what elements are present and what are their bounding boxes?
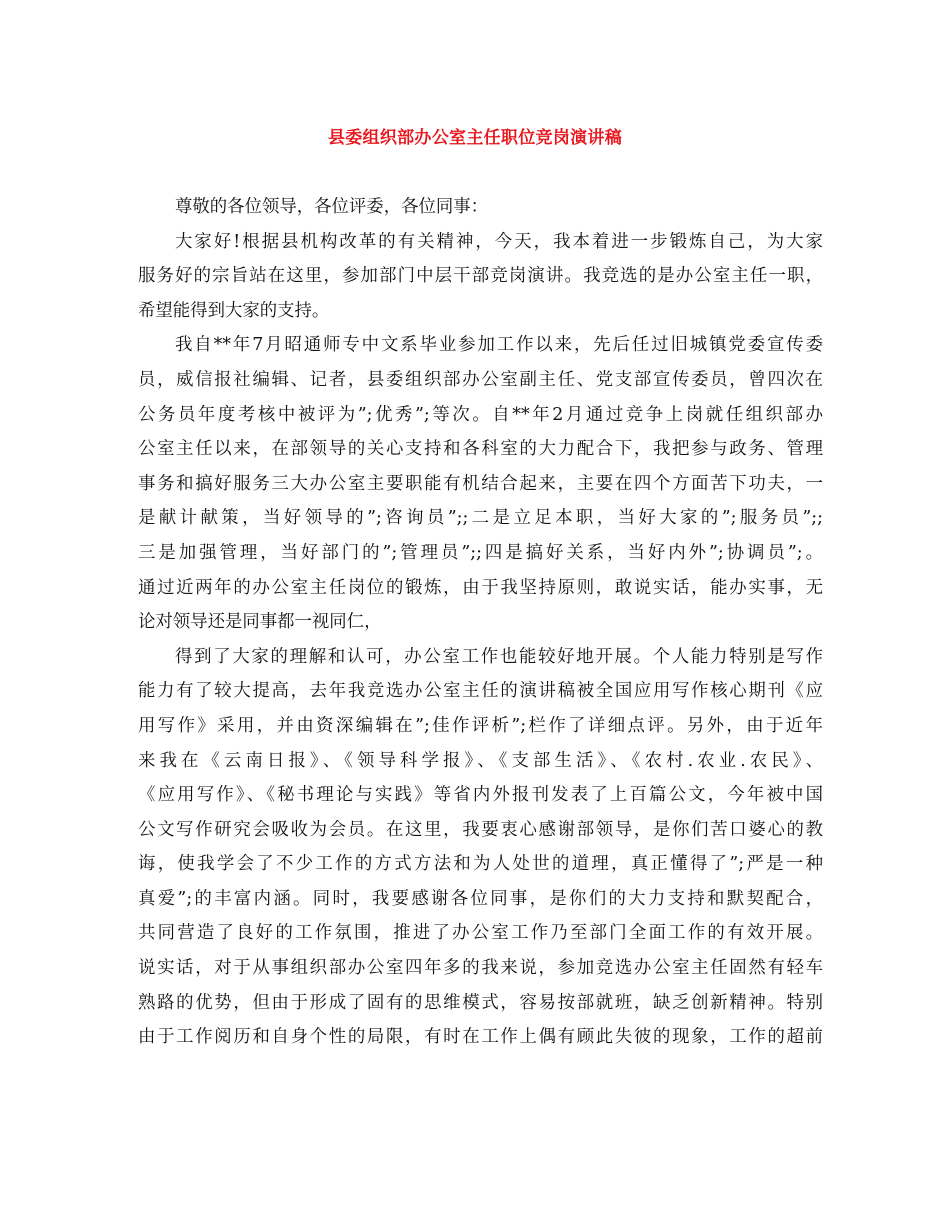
paragraph-line: 公文写作研究会吸收为会员。在这里，我要衷心感谢部领导，是你们苦口婆心的教 [138,819,823,840]
paragraph-line: 是献计献策，当好领导的”;咨询员”;;二是立足本职，当好大家的”;服务员”;; [138,508,823,529]
paragraph-line: 服务好的宗旨站在这里，参加部门中层干部竞岗演讲。我竞选的是办公室主任一职， [138,266,823,287]
paragraph-line: 公务员年度考核中被评为”;优秀”;等次。自**年2月通过竞争上岗就任组织部办 [138,404,823,425]
paragraph-line: 通过近两年的办公室主任岗位的锻炼，由于我坚持原则，敢说实话，能办实事，无 [138,577,823,598]
paragraph-line: 论对领导还是同事都一视同仁， [138,612,382,633]
salutation-line: 尊敬的各位领导，各位评委，各位同事： [175,197,489,217]
paragraph-line: 用写作》采用，并由资深编辑在”;佳作评析”;栏作了详细点评。另外，由于近年 [138,715,823,736]
paragraph-line: 能力有了较大提高，去年我竞选办公室主任的演讲稿被全国应用写作核心期刊《应 [138,681,823,702]
document-body [138,190,823,1055]
paragraph-line: 真爱”;的丰富内涵。同时，我要感谢各位同事，是你们的大力支持和默契配合， [138,888,823,909]
paragraph-line: 大家好!根据县机构改革的有关精神，今天，我本着进一步锻炼自己，为大家 [175,231,823,252]
paragraph-line: 诲，使我学会了不少工作的方式方法和为人处世的道理，真正懂得了”;严是一种 [138,854,823,875]
paragraph-line: 说实话，对于从事组织部办公室四年多的我来说，参加竞选办公室主任固然有轻车 [138,958,823,979]
document-title: 县委组织部办公室主任职位竞岗演讲稿 [327,128,623,148]
paragraph-line: 员，威信报社编辑、记者，县委组织部办公室副主任、党支部宣传委员，曾四次在 [138,369,823,390]
paragraph-line: 熟路的优势，但由于形成了固有的思维模式，容易按部就班，缺乏创新精神。特别 [138,992,823,1013]
paragraph-line: 三是加强管理，当好部门的”;管理员”;;四是搞好关系，当好内外”;协调员”;。 [138,542,823,563]
paragraph-line: 公室主任以来，在部领导的关心支持和各科室的大力配合下，我把参与政务、管理 [138,439,823,460]
paragraph-line: 事务和搞好服务三大办公室主要职能有机结合起来，主要在四个方面苦下功夫，一 [138,473,823,494]
paragraph-line: 希望能得到大家的支持。 [138,300,330,321]
paragraph-line: 我自**年7月昭通师专中文系毕业参加工作以来，先后任过旧城镇党委宣传委 [175,335,823,356]
paragraph-line: 共同营造了良好的工作氛围，推进了办公室工作乃至部门全面工作的有效开展。 [138,923,823,944]
paragraph-line: 得到了大家的理解和认可，办公室工作也能较好地开展。个人能力特别是写作 [175,646,823,667]
paragraph-line: 由于工作阅历和自身个性的局限，有时在工作上偶有顾此失彼的现象，工作的超前 [138,1027,823,1048]
paragraph-line: 来我在《云南日报》、《领导科学报》、《支部生活》、《农村.农业.农民》、 [138,750,823,771]
paragraph-line: 《应用写作》、《秘书理论与实践》等省内外报刊发表了上百篇公文，今年被中国 [138,785,823,806]
